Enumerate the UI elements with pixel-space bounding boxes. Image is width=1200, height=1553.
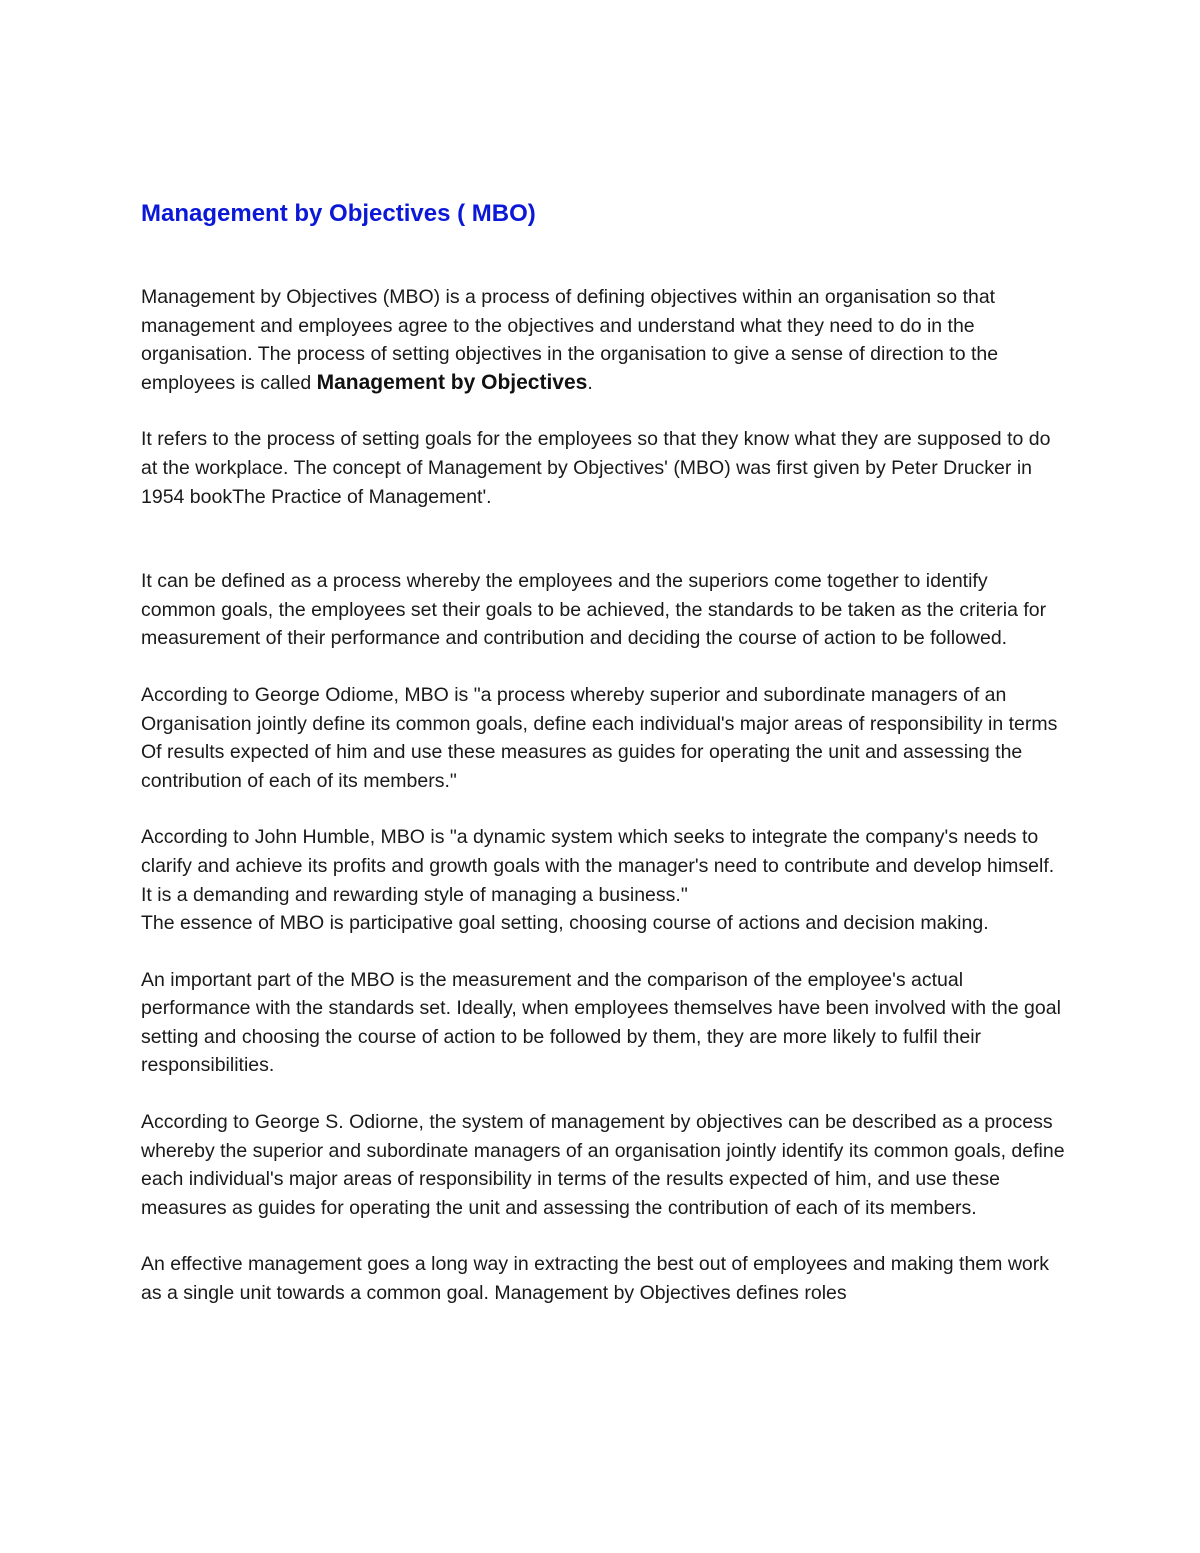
paragraph-drucker: It refers to the process of setting goals for the employees so that they know what they are supposed to do at the workplace. The concept of Management by Objectives' (MBO) was first given by Peter Drucker in 1954 bookThe Practice of Management'. bbox=[141, 428, 1051, 508]
paragraph-essence: The essence of MBO is participative goal setting, choosing course of actions and decision making. bbox=[141, 912, 989, 935]
paragraph-odiorne-system: According to George S. Odiorne, the system of management by objectives can be described as a process whereby the superior and subordinate managers of an organisation jointly identify its common goals, define each individual's major areas of responsibility in terms of the results expected of him, and use these measures as guides for operating the unit and assessing the contribution of each of its members. bbox=[141, 1111, 1065, 1219]
emphasized-term: Management by Objectives bbox=[316, 370, 588, 394]
document-title: Management by Objectives ( MBO) bbox=[141, 200, 536, 227]
paragraph-humble-quote: According to John Humble, MBO is "a dynamic system which seeks to integrate the company's needs to clarify and achieve its profits and growth goals with the manager's need to contribute and develop himself. It is a demanding and rewarding style of managing a business." bbox=[141, 826, 1055, 906]
paragraph-measurement: An important part of the MBO is the measurement and the comparison of the employee's actual performance with the standards set. Ideally, when employees themselves have been involved with the goal setting and choosing the course of action to be followed by them, they are more likely to fulfil their responsibilities. bbox=[141, 968, 1061, 1077]
paragraph-definition: It can be defined as a process whereby the employees and the superiors come together to identify common goals, the employees set their goals to be achieved, the standards to be taken as the criteria for measurement of their performance and contribution and deciding the course of action to be followed. bbox=[141, 570, 1047, 650]
paragraph-intro-end: . bbox=[587, 371, 593, 394]
paragraph-intro-text: Management by Objectives (MBO) is a process of defining objectives within an organisation so that management and employees agree to the objectives and understand what they need to do in the organisation. The process of setting objectives in the organisation to give a sense of direction to the employees is called bbox=[141, 286, 999, 394]
paragraph-odiome-quote: According to George Odiome, MBO is "a process whereby superior and subordinate managers of an Organisation jointly define its common goals, define each individual's major areas of responsibility in terms Of results expected of him and use these measures as guides for operating the unit and assessing the contribution of each of its members." bbox=[141, 683, 1058, 792]
paragraph-effective-management: An effective management goes a long way in extracting the best out of employees and making them work as a single unit towards a common goal. Management by Objectives defines roles bbox=[141, 1253, 1049, 1305]
document-body bbox=[141, 197, 1066, 1308]
paragraph-intro bbox=[141, 283, 1066, 397]
